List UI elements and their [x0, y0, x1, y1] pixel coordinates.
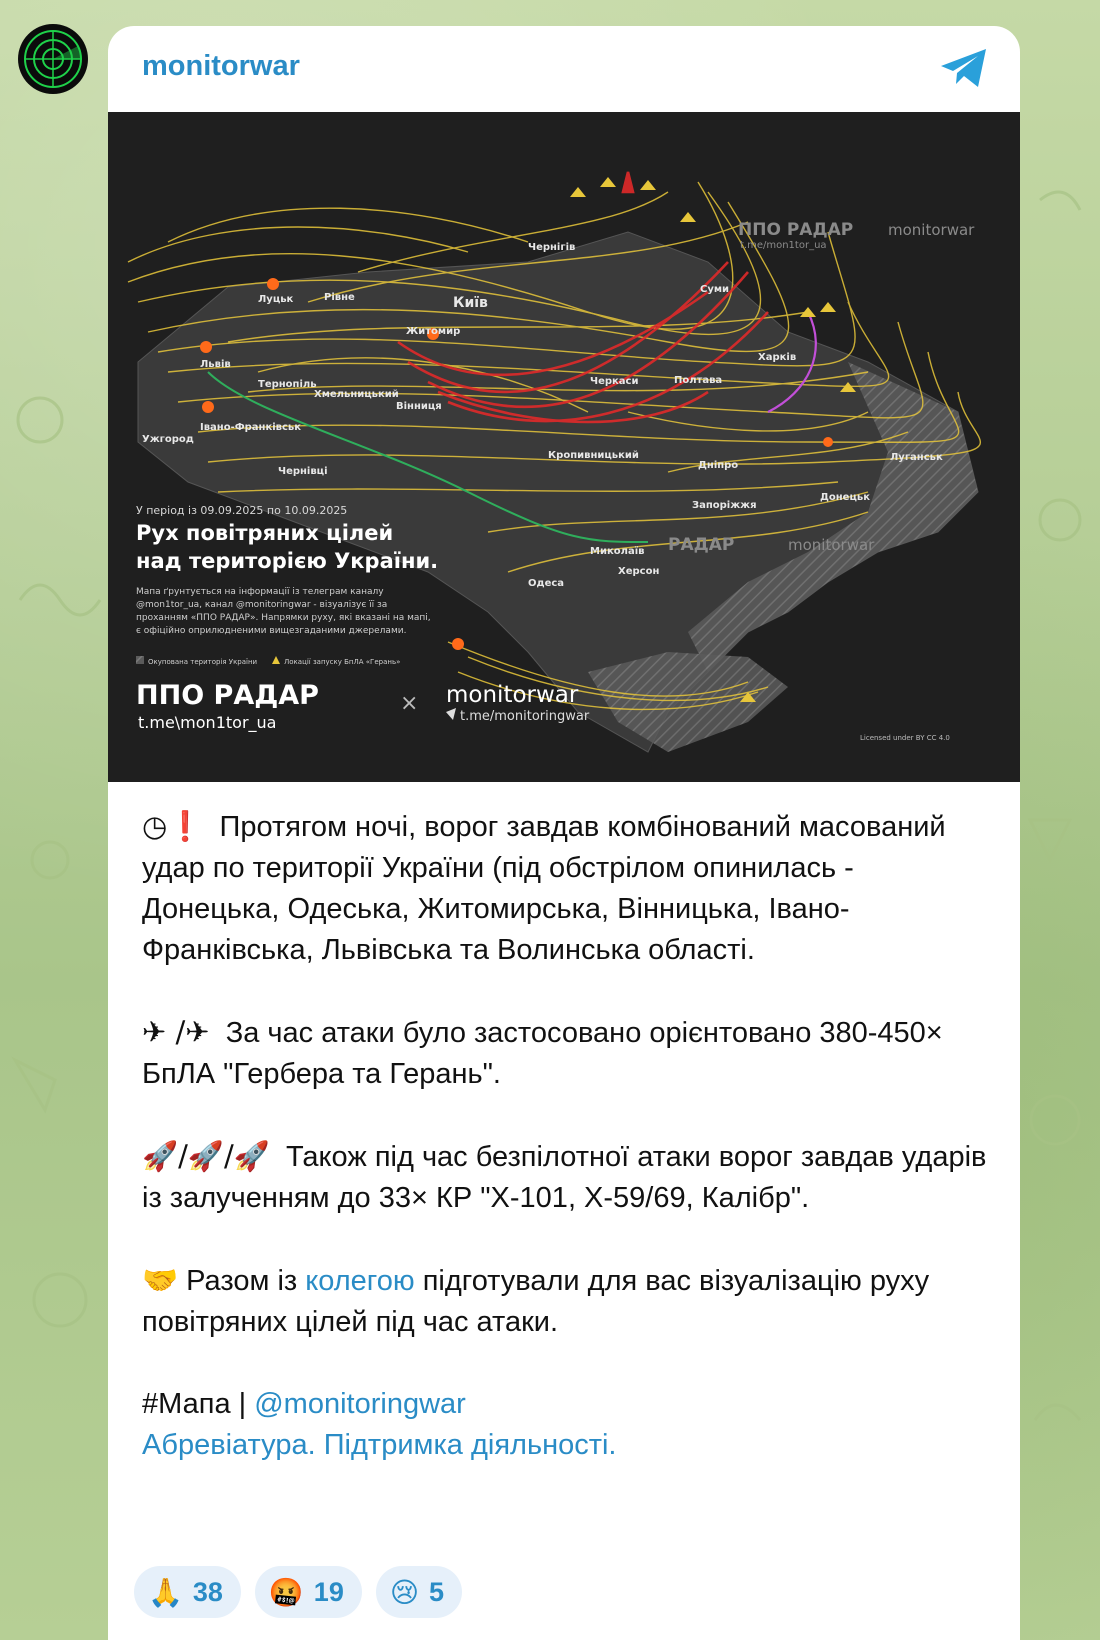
map-license: Licensed under BY CC 4.0: [860, 734, 950, 742]
map-desc-4: є офіційно оприлюдненими вищезгаданими джерелами.: [136, 626, 407, 636]
pray-icon: 🙏: [148, 1575, 183, 1609]
legend-occupied: Окупована територія України: [148, 658, 258, 666]
attack-map-image[interactable]: [108, 112, 1020, 782]
brand-ppo-radar: ППО РАДАР: [136, 680, 319, 711]
map-desc-1: Мапа ґрунтується на інформації із телеграм каналу: [136, 587, 384, 597]
watermark-monitorwar: monitorwar: [888, 221, 975, 239]
city-khmelnytskyi: Хмельницький: [314, 389, 399, 400]
radar-icon: [18, 24, 88, 94]
city-sumy: Суми: [700, 284, 730, 295]
handshake-icon: 🤝: [142, 1263, 179, 1297]
map-desc-3: проханням «ППО РАДАР». Напрямки руху, які вказані на мапі,: [136, 613, 431, 623]
map-title-line2: над територією України.: [136, 549, 439, 573]
brand-monitorwar: monitorwar: [446, 682, 579, 708]
reaction-angry[interactable]: [255, 1566, 362, 1618]
post-p4-before: Разом із: [186, 1265, 298, 1297]
crying-face-icon: 😢: [389, 1575, 420, 1609]
city-mykolaiv: Миколаїв: [590, 546, 645, 557]
city-uzhhorod: Ужгород: [142, 434, 194, 445]
watermark-ppo-radar-link: t.me/mon1tor_ua: [740, 240, 827, 251]
watermark-radar-low: РАДАР: [668, 535, 735, 555]
reaction-count: 5: [429, 1576, 445, 1607]
post-p3-text: Також під час безпілотної атаки ворог завдав ударів із залученням до 33× КР "Х-101, Х-59/69, Калібр".: [142, 1141, 987, 1214]
city-dnipro: Дніпро: [698, 460, 739, 471]
post-paragraph-3: [142, 1136, 992, 1219]
map-period: У період із 09.09.2025 по 10.09.2025: [136, 504, 348, 517]
city-odesa: Одеса: [528, 578, 565, 589]
message-card: [108, 26, 1020, 1640]
clock-alert-icon: ◷❗: [142, 809, 204, 843]
reaction-pray[interactable]: [134, 1566, 241, 1618]
city-ivano-frankivsk: Івано-Франківськ: [200, 422, 302, 433]
watermark-monitorwar-low: monitorwar: [788, 536, 875, 554]
reaction-count: 19: [313, 1576, 344, 1607]
post-p1-text: Протягом ночі, ворог завдав комбінований масований удар по території України (під обстрілом опинилась - Донецька, Одеська, Житомирська, Вінницька, Івано-Франківська, Львівська та Волинська області.: [142, 811, 946, 966]
hashtag-map[interactable]: #Мапа |: [142, 1388, 247, 1420]
brand-cross: ×: [400, 691, 419, 716]
reactions-bar: [134, 1566, 462, 1618]
brand-ppo-radar-link: t.me\mon1tor_ua: [138, 713, 277, 732]
city-ternopil: Тернопіль: [258, 379, 317, 390]
city-lutsk: Луцьк: [258, 294, 294, 305]
city-kyiv: Київ: [453, 295, 488, 311]
city-poltava: Полтава: [674, 375, 723, 386]
city-cherkasy: Черкаси: [590, 376, 639, 387]
map-title-line1: Рух повітряних цілей: [136, 521, 394, 545]
reaction-count: 38: [192, 1576, 223, 1607]
ukraine-map: [108, 112, 1020, 782]
city-zhytomyr: Житомир: [406, 326, 461, 337]
city-chernihiv: Чернігів: [528, 242, 576, 253]
city-kharkiv: Харків: [758, 352, 797, 363]
city-donetsk: Донецьк: [820, 492, 870, 503]
post-p4-after: підготували для вас візуалізацію руху повітряних цілей під час атаки.: [142, 1265, 930, 1338]
map-desc-2: @mon1tor_ua, канал @monitoringwar - візуалізує її за: [136, 600, 388, 610]
city-kherson: Херсон: [618, 566, 660, 577]
city-rivne: Рівне: [324, 292, 355, 303]
city-kropyvnytskyi: Кропивницький: [548, 450, 639, 461]
mention-monitoringwar[interactable]: @monitoringwar: [254, 1388, 466, 1420]
city-luhansk: Луганськ: [890, 452, 943, 463]
colleague-link[interactable]: колегою: [305, 1265, 415, 1297]
city-lviv: Львів: [200, 359, 231, 370]
post-paragraph-4: [142, 1260, 992, 1343]
missile-icon: 🚀/🚀/🚀: [142, 1139, 270, 1173]
support-link[interactable]: Абревіатура. Підтримка діяльності.: [142, 1429, 617, 1461]
channel-avatar[interactable]: [18, 24, 88, 94]
channel-name[interactable]: monitorwar: [142, 50, 300, 82]
telegram-share-icon[interactable]: [938, 46, 990, 90]
city-zaporizhzhia: Запоріжжя: [692, 500, 757, 511]
angry-face-icon: 🤬: [268, 1575, 304, 1609]
post-paragraph-2: [142, 1012, 992, 1095]
post-text: [142, 806, 992, 1466]
watermark-ppo-radar: ППО РАДАР: [738, 220, 854, 240]
post-paragraph-1: [142, 806, 992, 971]
post-p2-text: За час атаки було застосовано орієнтовано 380-450× БпЛА "Гербера та Герань".: [142, 1017, 943, 1090]
city-vinnytsia: Вінниця: [396, 401, 442, 412]
reaction-cry[interactable]: [376, 1566, 462, 1618]
legend-launch: Локації запуску БпЛА «Герань»: [284, 658, 401, 666]
post-footer: [142, 1384, 992, 1466]
brand-monitorwar-link: t.me/monitoringwar: [460, 709, 590, 724]
city-chernivtsi: Чернівці: [278, 466, 328, 477]
drone-icon: ✈ /✈: [142, 1015, 210, 1049]
